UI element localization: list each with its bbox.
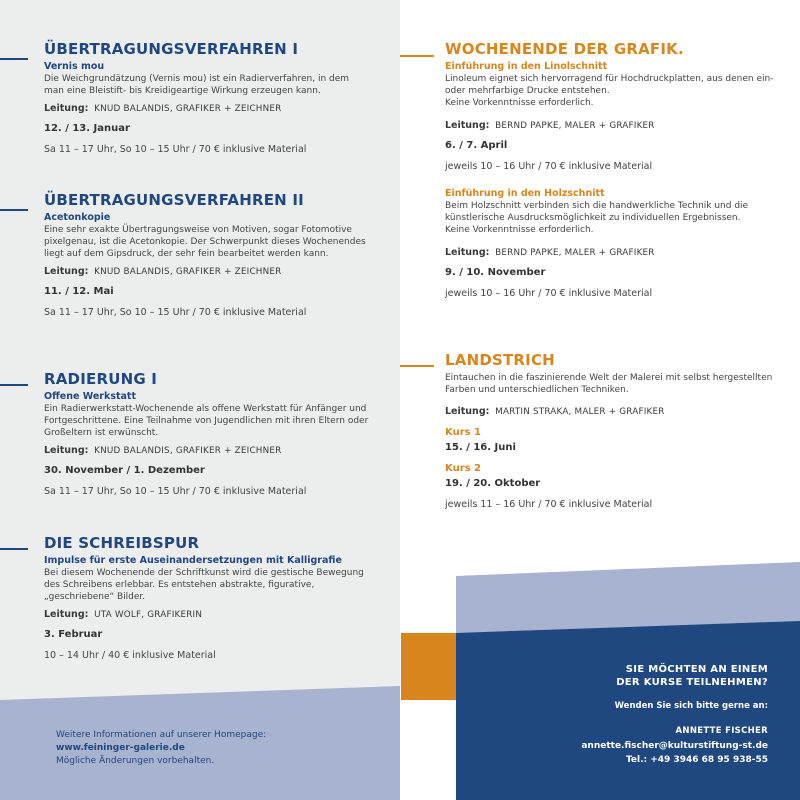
leitung-label: Leitung: — [44, 266, 89, 277]
footer-note: Mögliche Änderungen vorbehalten. — [56, 756, 215, 766]
course-leitung — [445, 247, 775, 258]
leitung-name: KNUD BALANDIS, GRAFIKER + ZEICHNER — [94, 267, 282, 277]
leitung-label: Leitung: — [44, 103, 89, 114]
contact-name: ANNETTE FISCHER — [675, 726, 768, 736]
course-title: WOCHENENDE DER GRAFIK. — [445, 40, 684, 58]
course-leitung — [445, 120, 775, 131]
homepage-link[interactable]: www.feininger-galerie.de — [56, 743, 185, 753]
course-title: ÜBERTRAGUNGSVERFAHREN I — [44, 40, 299, 58]
course-times: jeweils 10 – 16 Uhr / 70 € inklusive Material — [445, 288, 653, 299]
kurs-label: Kurs 2 — [445, 463, 482, 474]
course-leitung — [445, 406, 775, 417]
course-subtitle: Einführung in den Linolschnitt — [445, 61, 608, 72]
course-radierung — [44, 370, 369, 497]
course-date: 19. / 20. Oktober — [445, 478, 541, 489]
course-date: 30. November / 1. Dezember — [44, 465, 205, 476]
leitung-label: Leitung: — [44, 445, 89, 456]
title-rule — [400, 55, 434, 57]
footer-info-line: Weitere Informationen auf unserer Homepage: — [56, 730, 267, 740]
title-rule — [0, 384, 28, 386]
course-times: 10 – 14 Uhr / 40 € inklusive Material — [44, 650, 216, 661]
contact-intro: Wenden Sie sich bitte gerne an: — [614, 701, 768, 711]
course-date: 6. / 7. April — [445, 140, 508, 151]
course-subtitle: Offene Werkstatt — [44, 391, 137, 402]
course-subtitle: Impulse für erste Auseinandersetzungen mit Kalligrafie — [44, 555, 342, 566]
course-times: Sa 11 – 17 Uhr, So 10 – 15 Uhr / 70 € inklusive Material — [44, 307, 307, 318]
contact-heading-line-1: SIE MÖCHTEN AN EINEM — [625, 664, 768, 675]
leitung-name: BERND PAPKE, MALER + GRAFIKER — [495, 248, 655, 258]
course-times: Sa 11 – 17 Uhr, So 10 – 15 Uhr / 70 € inklusive Material — [44, 486, 307, 497]
course-description: Linoleum eignet sich hervorragend für Hochdruckplatten, aus denen ein- oder mehrfarbige Drucke entstehen. Keine Vorkenntnisse erforderlich. — [445, 74, 774, 108]
course-description: Eine sehr exakte Übertragungsweise von Motiven, sogar Fotomotive pixelgenau, ist die Acetonkopie. Der Schwerpunkt dieses Wochenendes liegt auf dem Gipsdruck, der sehr fein bearbeitet werden kann. — [44, 225, 366, 259]
course-description: Eintauchen in die faszinierende Welt der Malerei mit selbst hergestellten Farben und unterschiedlichen Techniken. — [445, 373, 773, 395]
course-schreibspur — [44, 534, 369, 661]
course-landstrich — [445, 351, 775, 510]
course-leitung — [44, 266, 369, 277]
orange-block — [401, 633, 459, 700]
leitung-name: MARTIN STRAKA, MALER + GRAFIKER — [495, 407, 665, 417]
course-title: RADIERUNG I — [44, 370, 158, 388]
course-title: DIE SCHREIBSPUR — [44, 534, 200, 552]
course-uebertragung-2 — [44, 191, 369, 318]
course-leitung — [44, 609, 369, 620]
leitung-label: Leitung: — [44, 609, 89, 620]
contact-phone: Tel.: +49 3946 68 95 938-55 — [625, 755, 768, 765]
course-subtitle: Einführung in den Holzschnitt — [445, 188, 605, 199]
leitung-name: UTA WOLF, GRAFIKERIN — [94, 610, 203, 620]
leitung-label: Leitung: — [445, 406, 490, 417]
contact-email-link[interactable]: annette.fischer@kulturstiftung-st.de — [581, 741, 768, 751]
footer-info — [56, 729, 266, 768]
course-description: Ein Radierwerkstatt-Wochenende als offene Werkstatt für Anfänger und Fortgeschrittene. Eine Teilnahme von Jugendlichen mit ihren Eltern oder Großeltern ist erwünscht. — [44, 404, 369, 438]
course-date: 15. / 16. Juni — [445, 442, 516, 453]
course-date: 9. / 10. November — [445, 267, 546, 278]
title-rule — [0, 209, 28, 211]
leitung-name: KNUD BALANDIS, GRAFIKER + ZEICHNER — [94, 446, 282, 456]
course-times: Sa 11 – 17 Uhr, So 10 – 15 Uhr / 70 € inklusive Material — [44, 144, 307, 155]
kurs-label: Kurs 1 — [445, 427, 482, 438]
title-rule — [400, 365, 434, 367]
course-leitung — [44, 445, 369, 456]
title-rule — [0, 58, 28, 60]
leitung-label: Leitung: — [445, 247, 490, 258]
course-description: Die Weichgrundätzung (Vernis mou) ist ein Radierverfahren, in dem man eine Bleistift- bis Kreidigeartige Wirkung erzeugen kann. — [44, 74, 350, 96]
leitung-label: Leitung: — [445, 120, 490, 131]
title-rule — [0, 548, 28, 550]
contact-block — [468, 663, 768, 765]
course-description: Beim Holzschnitt verbinden sich die handwerkliche Technik und die künstlerische Ausdrucksmöglichkeit zu individuellen Ergebnissen. Keine Vorkenntnisse erforderlich. — [445, 201, 749, 235]
course-date: 11. / 12. Mai — [44, 286, 114, 297]
course-subtitle: Acetonkopie — [44, 212, 111, 223]
leitung-name: BERND PAPKE, MALER + GRAFIKER — [495, 121, 655, 131]
contact-heading-line-2: DER KURSE TEILNEHMEN? — [616, 677, 768, 688]
course-wochenende-grafik — [445, 40, 775, 299]
course-date: 12. / 13. Januar — [44, 123, 130, 134]
course-date: 3. Februar — [44, 629, 103, 640]
course-times: jeweils 10 – 16 Uhr / 70 € inklusive Material — [445, 161, 653, 172]
course-times: jeweils 11 – 16 Uhr / 70 € inklusive Material — [445, 499, 653, 510]
leitung-name: KNUD BALANDIS, GRAFIKER + ZEICHNER — [94, 104, 282, 114]
course-description: Bei diesem Wochenende der Schriftkunst wird die gestische Bewegung des Schreibens erlebbar. Es entstehen abstrakte, figurative, „geschriebene“ Bilder. — [44, 568, 364, 602]
course-uebertragung-1 — [44, 40, 369, 155]
course-title: LANDSTRICH — [445, 351, 555, 369]
course-leitung — [44, 103, 369, 114]
course-title: ÜBERTRAGUNGSVERFAHREN II — [44, 191, 304, 209]
course-subtitle: Vernis mou — [44, 61, 105, 72]
